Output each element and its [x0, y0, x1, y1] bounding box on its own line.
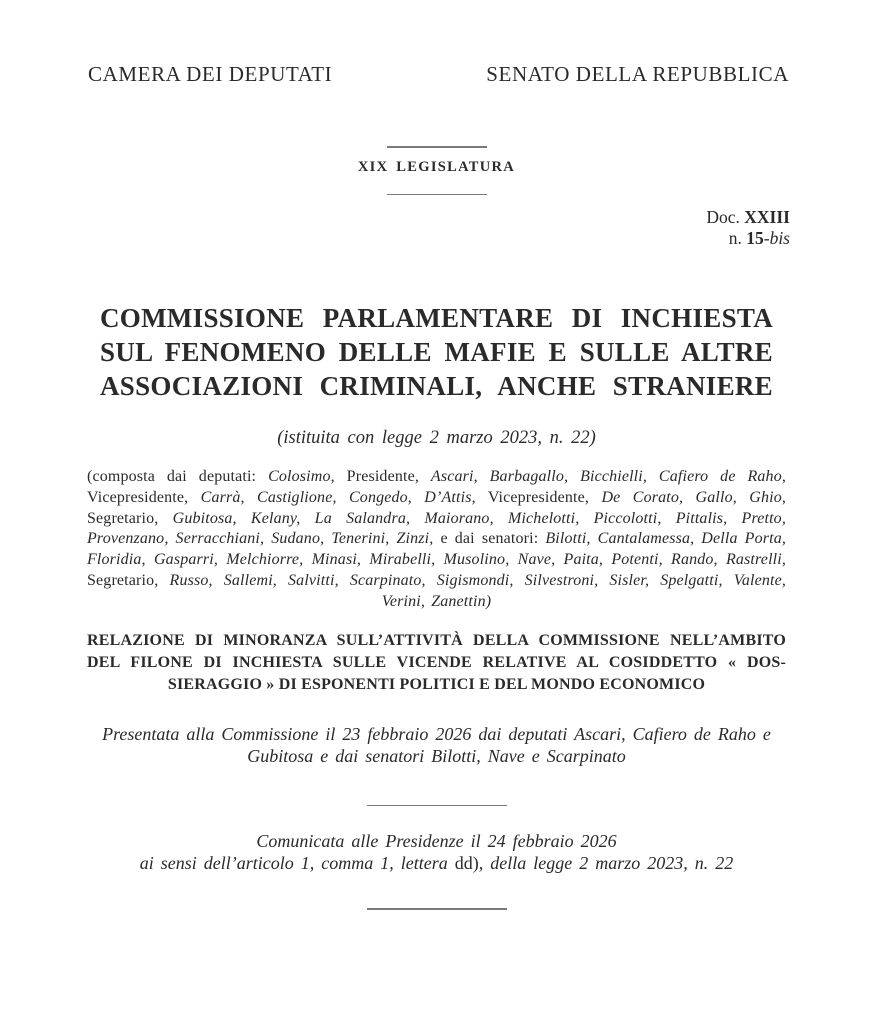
composition-segment: e dai senatori:: [433, 530, 546, 548]
composition-paragraph: [87, 467, 786, 613]
composition-segment: Colosimo,: [268, 468, 335, 485]
doc-subnumber-line: [0, 228, 790, 249]
composition-segment: Segretario,: [87, 509, 173, 527]
report-title-line-3: SIERAGGIO » DI ESPONENTI POLITICI E DEL MONDO ECONOMICO: [167, 675, 706, 693]
presentation-note-line-1: Presentata alla Commissione il 23 febbraio 2026 dai deputati Ascari, Cafiero de Raho e: [102, 723, 771, 744]
communication-segment: , della legge 2 marzo 2023, n. 22: [478, 853, 734, 874]
masthead: [0, 62, 873, 86]
masthead-camera-label: CAMERA DEI DEPUTATI: [88, 62, 333, 86]
composition-segment: (composta dai deputati:: [87, 468, 269, 485]
minority-report-title: [87, 630, 786, 696]
composition-segment: Russo, Sallemi, Salvitti, Scarpinato, Sigismondi, Silvestroni, Sisler, Spelgatti, Valente, Verini, Zanettin): [169, 571, 787, 610]
presentation-note-line-2: Gubitosa e dai senatori Bilotti, Nave e Scarpinato: [247, 746, 626, 767]
composition-segment: Vicepresidente,: [87, 488, 201, 506]
doc-label: Doc.: [706, 207, 745, 227]
title-line-1: COMMISSIONE PARLAMENTARE DI INCHIESTA: [100, 303, 773, 333]
composition-segment: Gubitosa, Kelany, La Salandra, Maiorano, Michelotti, Piccolotti, Pittalis, Pretto, Provenzano, Serracchiani, Sudano, Tenerini, Zinzi,: [87, 509, 786, 548]
doc-n-label: n.: [728, 228, 747, 248]
doc-number-line: [0, 207, 790, 228]
communication-segment-letter: dd): [454, 853, 479, 874]
composition-segment: Vicepresidente,: [475, 488, 602, 506]
communication-note-line-2: [70, 852, 803, 874]
communication-note-line-1: Comunicata alle Presidenze il 24 febbraio 2026: [256, 831, 617, 852]
title-line-2: SUL FENOMENO DELLE MAFIE E SULLE ALTRE: [100, 337, 773, 367]
institution-subtitle: (istituita con legge 2 marzo 2023, n. 22): [277, 428, 596, 448]
legislature-rule-top: [387, 146, 487, 148]
composition-segment: Carrà, Castiglione, Congedo, D’Attis,: [200, 488, 476, 506]
communication-segment: ai sensi dell’articolo 1, comma 1, lettera: [139, 853, 455, 874]
composition-segment: Presidente,: [334, 468, 431, 485]
separator-rule-upper: [367, 805, 507, 807]
report-title-line-1: RELAZIONE DI MINORANZA SULL’ATTIVITÀ DELLA COMMISSIONE NELL’AMBITO: [87, 631, 786, 649]
legislature-rule-bottom: [387, 194, 487, 196]
separator-rule-lower: [367, 908, 507, 910]
doc-reference: [0, 207, 873, 249]
presentation-note: [0, 723, 873, 768]
doc-n-number: 15: [746, 228, 764, 248]
legislature-heading: XIX LEGISLATURA: [357, 158, 516, 175]
communication-note: [0, 830, 873, 874]
doc-number: XXIII: [744, 207, 790, 227]
composition-segment: De Corato, Gallo, Ghio,: [601, 488, 786, 506]
composition-segment: Ascari, Barbagallo, Bicchielli, Cafiero de Raho,: [430, 468, 787, 485]
masthead-senato-label: SENATO DELLA REPUBBLICA: [486, 62, 789, 86]
main-title: [100, 301, 773, 403]
doc-n-hyphen: -: [763, 228, 770, 248]
doc-n-suffix: bis: [769, 228, 790, 248]
report-title-line-2: DEL FILONE DI INCHIESTA SULLE VICENDE RELATIVE AL COSIDDETTO « DOS-: [87, 653, 786, 671]
title-line-3: ASSOCIAZIONI CRIMINALI, ANCHE STRANIERE: [100, 371, 773, 401]
composition-segment: Bilotti, Cantalamessa, Della Porta, Floridia, Gasparri, Melchiorre, Minasi, Mirabelli, Musolino, Nave, Paita, Potenti, Rando, Rastrelli,: [87, 530, 787, 569]
composition-segment: Segretario,: [87, 571, 170, 589]
